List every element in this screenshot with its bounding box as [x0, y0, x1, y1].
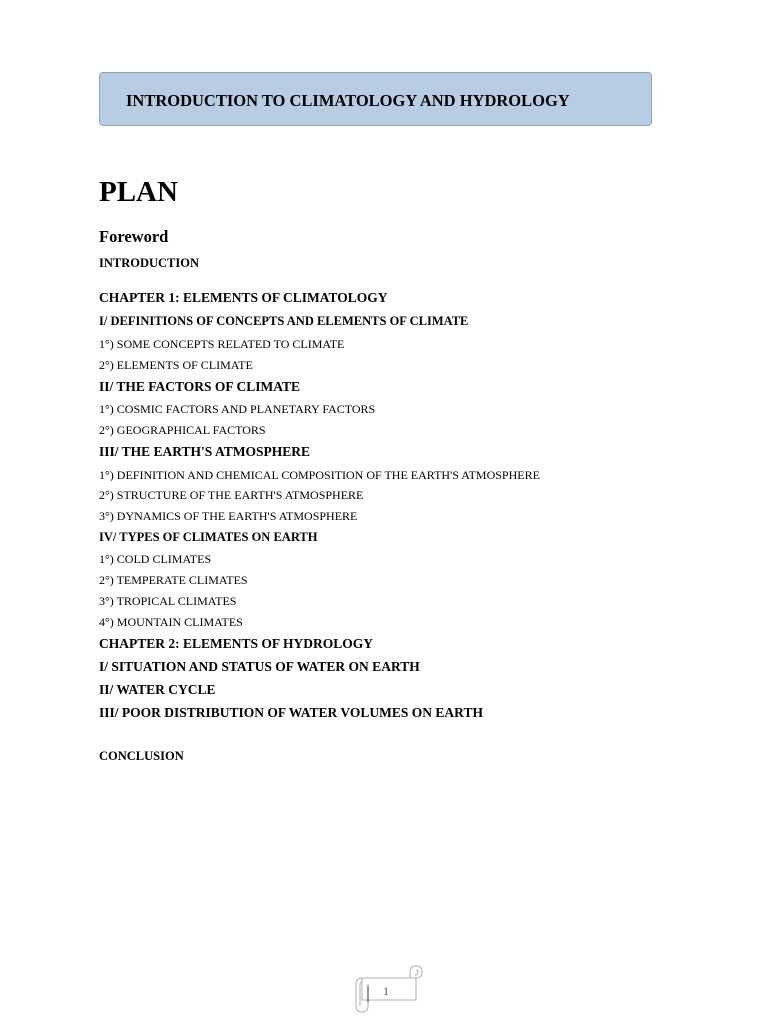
toc-item: II/ WATER CYCLE [99, 682, 216, 697]
toc-item: 2°) ELEMENTS OF CLIMATE [99, 358, 253, 372]
toc-item: I/ SITUATION AND STATUS OF WATER ON EARTH [99, 659, 420, 674]
toc-item: CHAPTER 2: ELEMENTS OF HYDROLOGY [99, 636, 374, 651]
foreword-heading: Foreword [99, 227, 169, 246]
toc-item: 1°) DEFINITION AND CHEMICAL COMPOSITION OF THE EARTH'S ATMOSPHERE [99, 468, 540, 482]
toc-item: 2°) TEMPERATE CLIMATES [99, 573, 248, 587]
toc-item: CONCLUSION [99, 749, 184, 763]
toc-item: 2°) GEOGRAPHICAL FACTORS [99, 423, 266, 437]
toc-item: 3°) TROPICAL CLIMATES [99, 594, 237, 608]
toc-item: 2°) STRUCTURE OF THE EARTH'S ATMOSPHERE [99, 488, 364, 502]
toc-item: 1°) COLD CLIMATES [99, 552, 212, 566]
toc-item: I/ DEFINITIONS OF CONCEPTS AND ELEMENTS OF CLIMATE [99, 314, 469, 328]
document-title-box [99, 72, 652, 126]
toc-item: III/ THE EARTH'S ATMOSPHERE [99, 444, 310, 459]
toc-item: IV/ TYPES OF CLIMATES ON EARTH [99, 530, 318, 544]
scroll-shape-icon [352, 962, 426, 1014]
document-title: INTRODUCTION TO CLIMATOLOGY AND HYDROLOGY [126, 91, 570, 110]
page-number-scroll [352, 962, 426, 1014]
plan-heading: PLAN [99, 176, 178, 208]
toc-item: II/ THE FACTORS OF CLIMATE [99, 379, 301, 394]
page-number: 1 [383, 984, 389, 998]
toc-item: III/ POOR DISTRIBUTION OF WATER VOLUMES ON EARTH [99, 705, 483, 720]
toc-item: INTRODUCTION [99, 256, 200, 270]
toc-item: 3°) DYNAMICS OF THE EARTH'S ATMOSPHERE [99, 509, 358, 523]
toc-item: CHAPTER 1: ELEMENTS OF CLIMATOLOGY [99, 290, 388, 305]
toc-item: 4°) MOUNTAIN CLIMATES [99, 615, 243, 629]
toc-item: 1°) COSMIC FACTORS AND PLANETARY FACTORS [99, 402, 376, 416]
toc-item: 1°) SOME CONCEPTS RELATED TO CLIMATE [99, 337, 345, 351]
